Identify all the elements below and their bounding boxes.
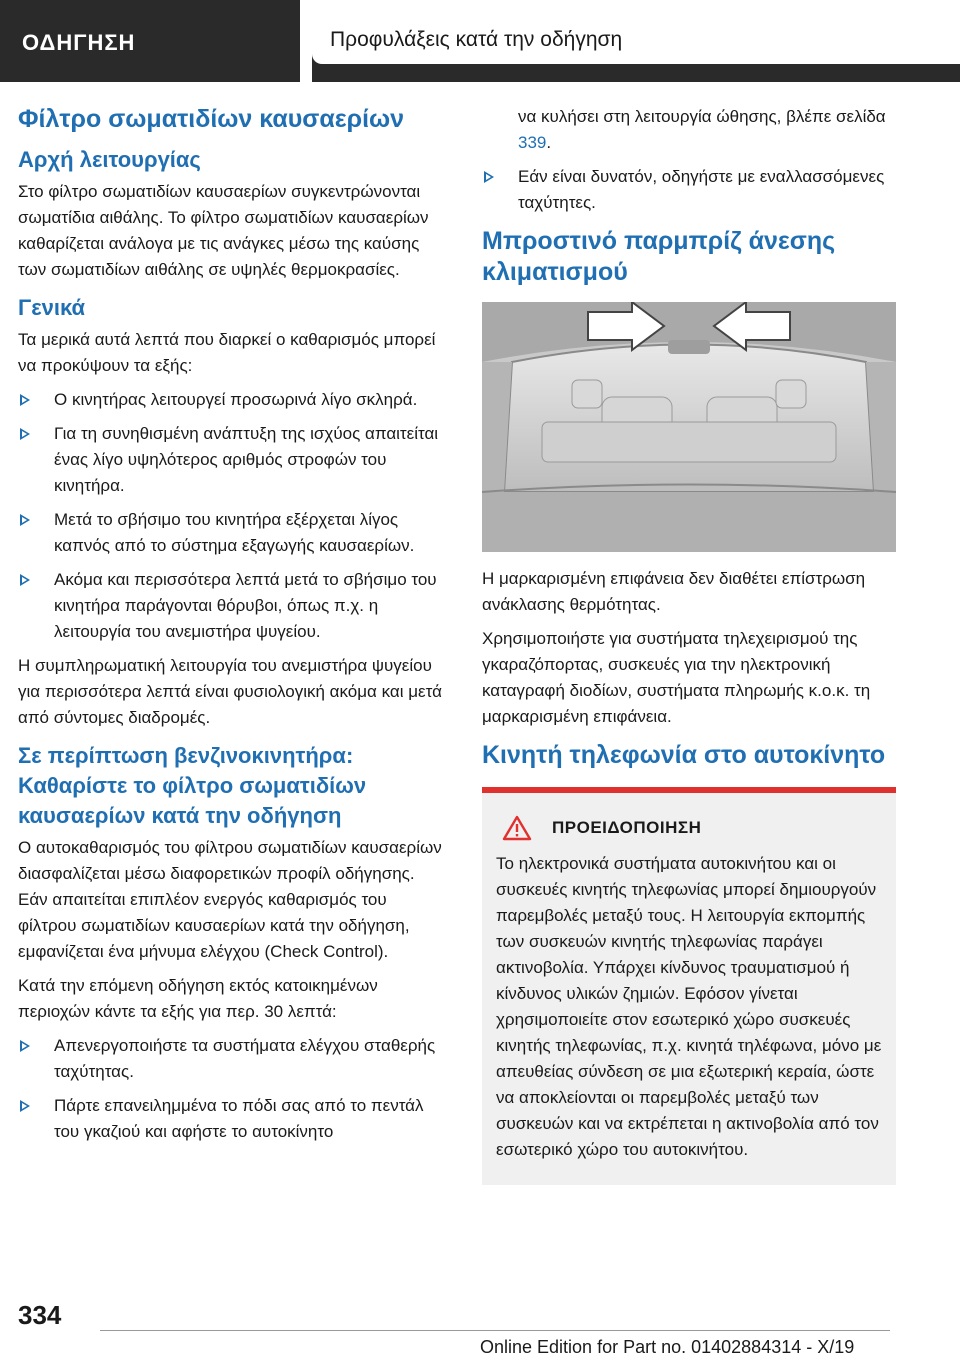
- car-interior-illustration: [482, 302, 896, 552]
- page-header: [0, 0, 960, 82]
- heading-general: Γενικά: [18, 295, 86, 320]
- list-item: Πάρτε επανειλημμένα το πόδι σας από το πεντάλ του γκαζιού και αφήστε το αυτοκίνητο: [18, 1093, 448, 1145]
- list-cleaning-steps: [18, 1033, 448, 1145]
- title-windscreen: Μπροστινό παρμπρίζ άνεσης κλιματισμού: [482, 227, 836, 286]
- warning-header: [496, 815, 882, 841]
- paragraph-self-cleaning: Ο αυτοκαθαρισμός του φίλτρου σωματιδίων καυσαερίων διασφαλίζεται μέσω διαφορετικών προφίλ οδήγησης. Εάν απαιτείται επιπλέον ενεργός καθαρισμός του φίλτρου σωματιδίων καυσαερίων κατά την οδήγηση, εμφανίζεται ένα μήνυμα ελέγχου (Check Control).: [18, 838, 442, 961]
- list-general: [18, 387, 448, 645]
- heading-principle: Αρχή λειτουργίας: [18, 147, 201, 172]
- warning-triangle-icon: [502, 815, 532, 841]
- list-item: Για τη συνηθισμένη ανάπτυξη της ισχύος απαιτείται ένας λίγο υψηλότερος αριθμός στροφών του κινητήρα.: [18, 421, 448, 499]
- chapter-tab: Προφυλάξεις κατά την οδήγηση: [312, 0, 960, 64]
- triangle-bullet-icon: [20, 428, 30, 440]
- triangle-bullet-icon: [20, 574, 30, 586]
- paragraph-use-marked-area: Χρησιμοποιήστε για συστήματα τηλεχειρισμού της γκαραζόπορτας, συσκευές για την ηλεκτρονική καταγραφή διοδίων, συστήματα πληρωμής κ.ο.κ. τη μαρκαρισμένη επιφάνεια.: [482, 629, 871, 726]
- paragraph-general-intro: Τα μερικά αυτά λεπτά που διαρκεί ο καθαρισμός μπορεί να προκύψουν τα εξής:: [18, 330, 436, 375]
- header-divider: [300, 0, 312, 82]
- paragraph-marked-area: Η μαρκαρισμένη επιφάνεια δεν διαθέτει επίστρωση ανάκλασης θερμότητας.: [482, 569, 866, 614]
- right-column: [482, 104, 912, 1185]
- list-item: Εάν είναι δυνατόν, οδηγήστε με εναλλασσόμενες ταχύτητες.: [482, 164, 912, 216]
- windscreen-illustration: [482, 302, 896, 552]
- paragraph-next-drive: Κατά την επόμενη οδήγηση εκτός κατοικημένων περιοχών κάντε τα εξής για περ. 30 λεπτά:: [18, 976, 378, 1021]
- list-item: Ο κινητήρας λειτουργεί προσωρινά λίγο σκληρά.: [18, 387, 448, 413]
- triangle-bullet-icon: [20, 1040, 30, 1052]
- edition-note: Online Edition for Part no. 01402884314 - X/19: [480, 1337, 855, 1357]
- warning-text: Το ηλεκτρονικά συστήματα αυτοκινήτου και οι συσκευές κινητής τηλεφωνίας μπορεί δημιουργούν παρεμβολές μεταξύ τους. Η λειτουργία εκπομπής των συσκευών κινητής τηλεφωνίας παράγει ακτινοβολία. Υπάρχει κίνδυνος τραυματισμού ή κίνδυνος υλικών ζημιών. Εφόσον γίνεται χρησιμοποιείτε στον εσωτερικό χώρο συσκευές κινητής τηλεφωνίας, π.χ. κινητά τηλέφωνα, μόνο με απευθείας σύνδεση σε μια εξωτερική κεραία, ώστε να αποκλείονται οι παρεμβολές μεταξύ των συσκευών και να εκτρέπεται η ακτινοβολία από τον εσωτερικό χώρο του αυτοκινήτου.: [496, 854, 882, 1159]
- heading-petrol-cleaning: Σε περίπτωση βενζινοκινητήρα: Καθαρίστε το φίλτρο σωματιδίων καυσαερίων κατά την οδήγηση: [18, 743, 367, 828]
- list-item: Απενεργοποιήστε τα συστήματα ελέγχου σταθερής ταχύτητας.: [18, 1033, 448, 1085]
- triangle-bullet-icon: [20, 394, 30, 406]
- triangle-bullet-icon: [20, 514, 30, 526]
- triangle-bullet-icon: [484, 171, 494, 183]
- list-item: Μετά το σβήσιμο του κινητήρα εξέρχεται λίγος καπνός από το σύστημα εξαγωγής καυσαερίων.: [18, 507, 448, 559]
- page-number: 334: [18, 1300, 62, 1330]
- list-item: Ακόμα και περισσότερα λεπτά μετά το σβήσιμο του κινητήρα παράγονται θόρυβοι, όπως π.χ. η λειτουργία του ανεμιστήρα ψυγείου.: [18, 567, 448, 645]
- section-label: ΟΔΗΓΗΣΗ: [22, 30, 136, 55]
- warning-box: [482, 787, 896, 1185]
- title-particle-filter: Φίλτρο σωματιδίων καυσαερίων: [18, 105, 405, 133]
- left-column: [18, 104, 448, 1153]
- page-reference-link[interactable]: 339: [518, 133, 547, 152]
- paragraph-general-fan: Η συμπληρωματική λειτουργία του ανεμιστήρα ψυγείου για περισσότερα λεπτά είναι φυσιολογική ακόμα και μετά από σύντομες διαδρομές.: [18, 656, 442, 727]
- list-continuation: [482, 164, 912, 216]
- title-mobile-phone: Κινητή τηλεφωνία στο αυτοκίνητο: [482, 741, 886, 769]
- warning-title: ΠΡΟΕΙΔΟΠΟΙΗΣΗ: [552, 818, 702, 837]
- footer-divider: [100, 1330, 890, 1331]
- paragraph-continuation: να κυλήσει στη λειτουργία ώθησης, βλέπε σελίδα 339.: [518, 107, 886, 152]
- triangle-bullet-icon: [20, 1100, 30, 1112]
- paragraph-principle: Στο φίλτρο σωματιδίων καυσαερίων συγκεντρώνονται σωματίδια αιθάλης. Το φίλτρο σωματιδίων καυσαερίων καθαρίζεται ανάλογα με τις ανάγκες μέσω της καύσης των σωματιδίων αιθάλης σε υψηλές θερμοκρασίες.: [18, 182, 429, 279]
